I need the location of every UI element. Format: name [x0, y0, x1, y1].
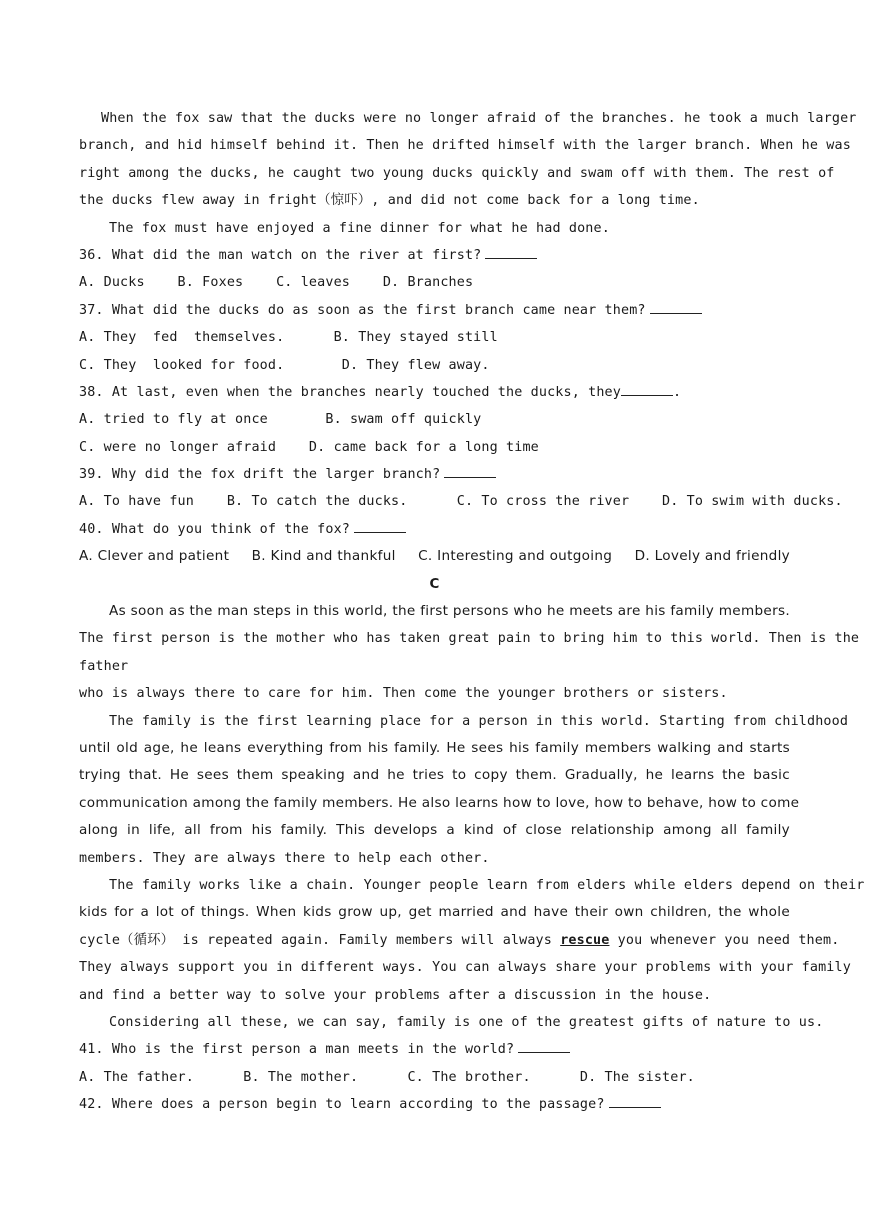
passage-line: who is always there to care for him. Then come the younger brothers or sisters.	[79, 686, 728, 702]
answer-blank[interactable]	[485, 244, 537, 259]
passage-line: Considering all these, we can say, family is one of the greatest gifts of nature to us.	[109, 1014, 824, 1030]
options-41: A. The father. B. The mother. C. The brother. D. The sister.	[79, 1069, 695, 1085]
answer-blank[interactable]	[444, 463, 496, 478]
answer-blank[interactable]	[621, 381, 673, 396]
question-text: 42. Where does a person begin to learn according to the passage?	[79, 1097, 605, 1113]
passage-text: cycle（循环） is repeated again. Family members will always	[79, 932, 561, 948]
passage-line: The first person is the mother who has taken great pain to bring him to this world. Then is the	[79, 631, 860, 647]
question-37	[79, 297, 790, 324]
options-39: A. To have fun B. To catch the ducks. C. To cross the river D. To swim with ducks.	[79, 494, 843, 510]
question-38	[79, 379, 790, 406]
passage-line: The family is the first learning place for a person in this world. Starting from childhood	[109, 713, 849, 729]
question-text: 37. What did the ducks do as soon as the first branch came near them?	[79, 302, 646, 318]
option-c: C. Interesting and outgoing	[418, 548, 613, 565]
options-40	[79, 543, 790, 570]
passage-line: The fox must have enjoyed a fine dinner for what he had done.	[109, 220, 610, 236]
passage-line: kids for a lot of things. When kids grow up, get married and have their own children, the whole	[79, 904, 790, 921]
options-36: A. Ducks B. Foxes C. leaves D. Branches	[79, 275, 474, 291]
passage-line: right among the ducks, he caught two young ducks quickly and swam off with them. The rest of	[79, 165, 835, 181]
passage-line: They always support you in different ways. You can always share your problems with your family	[79, 960, 851, 976]
passage-line: trying that. He sees them speaking and he tries to copy them. Gradually, he learns the basic	[79, 767, 790, 784]
passage-line: and find a better way to solve your problems after a discussion in the house.	[79, 987, 712, 1003]
passage-line: When the fox saw that the ducks were no longer afraid of the branches. he took a much larger	[101, 111, 857, 126]
passage-line: father	[79, 658, 129, 674]
passage-line: members. They are always there to help each other.	[79, 850, 490, 866]
passage-line: communication among the family members. He also learns how to love, how to behave, how to come	[79, 794, 800, 811]
option-d: D. Lovely and friendly	[634, 548, 790, 565]
document-page	[79, 105, 865, 1118]
passage-line: branch, and hid himself behind it. Then he drifted himself with the larger branch. When he was	[79, 138, 851, 154]
question-text: 38. At last, even when the branches nearly touched the ducks, they	[79, 384, 621, 400]
question-40	[79, 516, 790, 543]
passage-line: along in life, all from his family. This develops a kind of close relationship among all family	[79, 822, 790, 839]
answer-blank[interactable]	[650, 299, 702, 314]
question-text: 36. What did the man watch on the river at first?	[79, 247, 482, 263]
question-41	[79, 1036, 790, 1063]
options-37-row1: A. They fed themselves. B. They stayed still	[79, 330, 498, 346]
passage-line: As soon as the man steps in this world, the first persons who he meets are his family members.	[109, 603, 790, 620]
question-text: 39. Why did the fox drift the larger branch?	[79, 467, 441, 483]
section-heading: C	[429, 576, 440, 592]
answer-blank[interactable]	[354, 518, 406, 533]
option-a: A. Clever and patient	[79, 548, 230, 565]
question-text: 41. Who is the first person a man meets in the world?	[79, 1042, 515, 1058]
options-38-row2: C. were no longer afraid D. came back for a long time	[79, 439, 539, 455]
question-39	[79, 461, 790, 488]
options-37-row2: C. They looked for food. D. They flew away.	[79, 357, 490, 373]
passage-line: the ducks flew away in fright（惊吓）, and did not come back for a long time.	[79, 193, 700, 209]
passage-line: The family works like a chain. Younger people learn from elders while elders depend on their	[109, 877, 865, 893]
passage-line: until old age, he leans everything from his family. He sees his family members walking and starts	[79, 739, 790, 756]
keyword-rescue: rescue	[560, 932, 610, 948]
answer-blank[interactable]	[609, 1093, 661, 1108]
passage-text: you whenever you need them.	[609, 932, 840, 948]
option-b: B. Kind and thankful	[251, 548, 396, 565]
question-42	[79, 1091, 790, 1118]
question-text-end: .	[672, 384, 682, 400]
options-38-row1: A. tried to fly at once B. swam off quickly	[79, 412, 482, 428]
passage-line	[79, 927, 840, 954]
question-36	[79, 242, 790, 269]
question-text: 40. What do you think of the fox?	[79, 521, 350, 537]
answer-blank[interactable]	[518, 1038, 570, 1053]
